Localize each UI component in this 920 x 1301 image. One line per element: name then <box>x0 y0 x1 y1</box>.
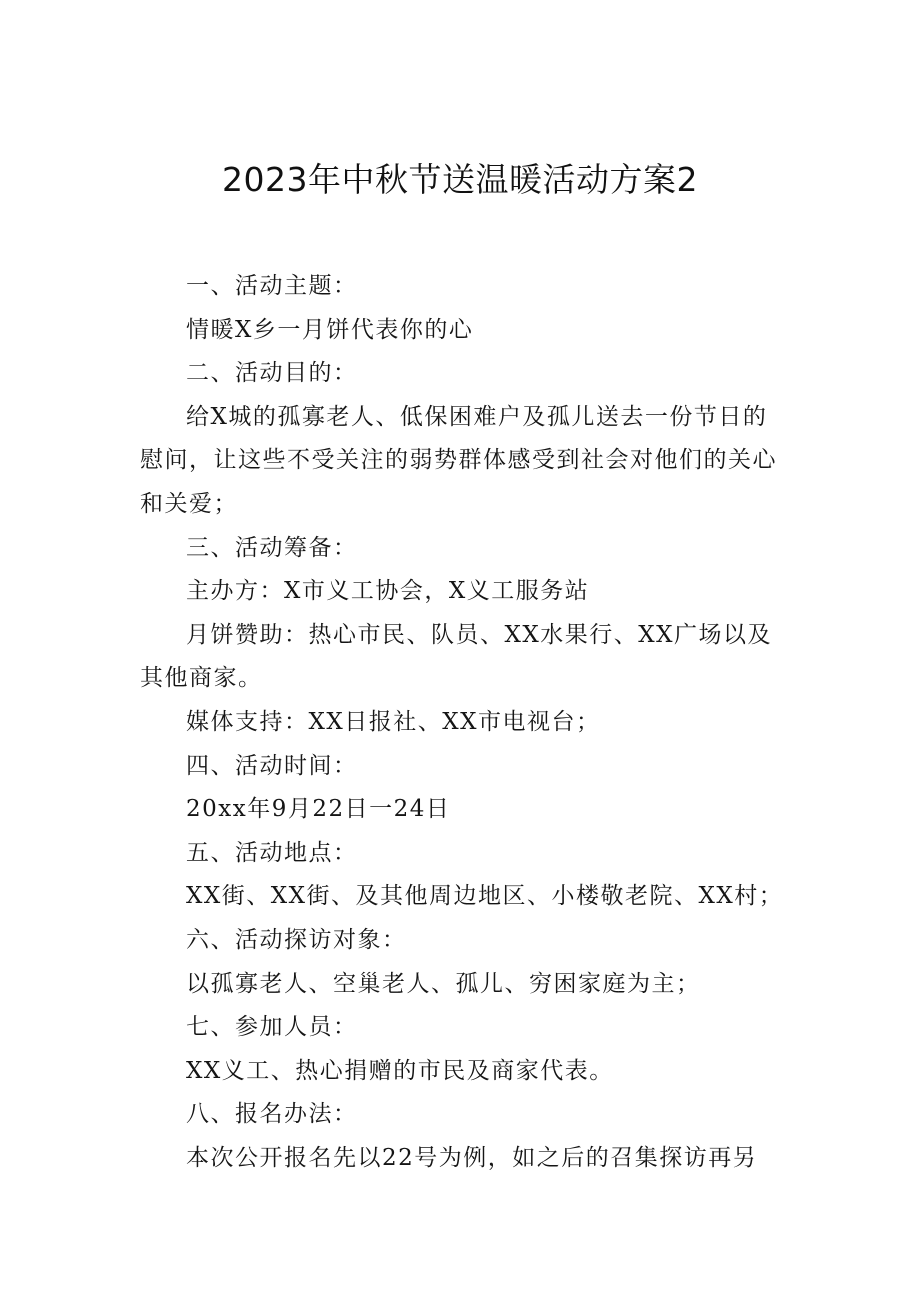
section-heading-location: 五、活动地点： <box>186 839 358 866</box>
section-heading-participants: 七、参加人员： <box>186 1014 358 1041</box>
paragraph-sponsor: 月饼赞助：热心市民、队员、XX水果行、XX广场以及其他商家。 <box>140 621 772 692</box>
paragraph-theme: 情暖X乡一月饼代表你的心 <box>186 316 474 343</box>
paragraph-participants: XX义工、热心捐赠的市民及商家代表。 <box>186 1057 614 1084</box>
paragraph-registration: 本次公开报名先以22号为例，如之后的召集探访再另 <box>186 1144 758 1171</box>
section-heading-time: 四、活动时间： <box>186 752 358 779</box>
section-heading-purpose: 二、活动目的： <box>186 360 358 387</box>
paragraph-time: 20xx年9月22日一24日 <box>186 796 451 823</box>
paragraph-media: 媒体支持：XX日报社、XX市电视台； <box>186 708 601 735</box>
document-body <box>140 265 788 1180</box>
section-heading-theme: 一、活动主题： <box>186 273 358 299</box>
paragraph-organizer: 主办方：X市义工协会，X义工服务站 <box>186 578 590 605</box>
paragraph-targets: 以孤寡老人、空巢老人、孤儿、穷困家庭为主； <box>186 970 701 997</box>
paragraph-purpose: 给X城的孤寡老人、低保困难户及孤儿送去一份节日的慰问，让这些不受关注的弱势群体感受到社会对他们的关心和关爱； <box>140 403 777 517</box>
section-heading-preparation: 三、活动筹备： <box>186 534 358 561</box>
document-title: 2023年中秋节送温暖活动方案2 <box>222 160 698 199</box>
section-heading-registration: 八、报名办法： <box>186 1101 358 1128</box>
section-heading-targets: 六、活动探访对象： <box>186 926 407 953</box>
paragraph-location: XX街、XX街、及其他周边地区、小楼敬老院、XX村； <box>186 883 784 910</box>
